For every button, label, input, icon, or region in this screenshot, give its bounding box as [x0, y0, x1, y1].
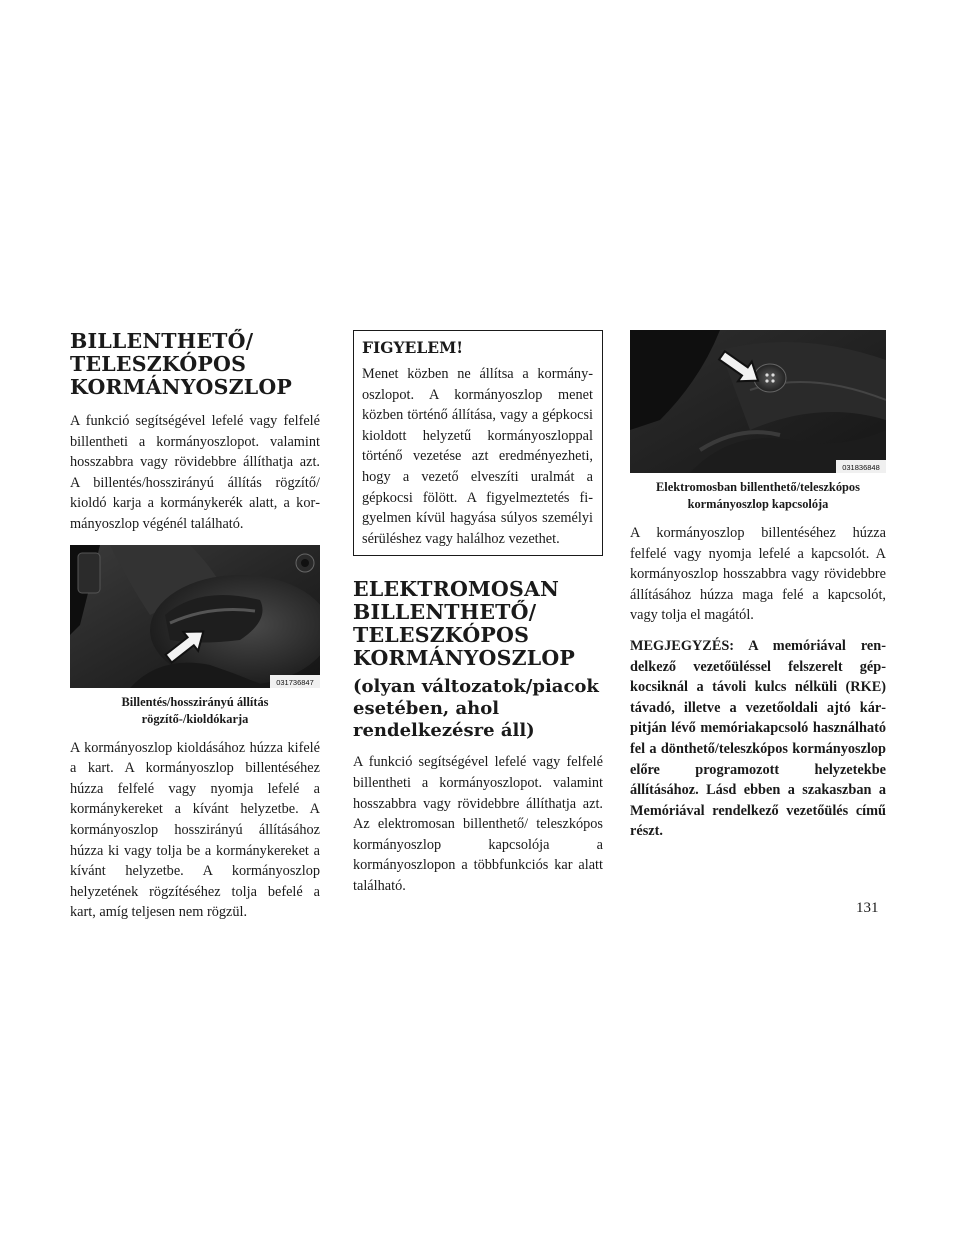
heading-line: KORMÁNYOSZLOP [70, 375, 293, 399]
section-subheading: (olyan változatok/piacok esetében, ahol rendelkezésre áll) [353, 676, 599, 742]
figure-tilt-lever [70, 545, 320, 728]
warning-box [353, 330, 603, 556]
switch-paragraph: A kormányoszlop billentéséhez húzza felfelé vagy nyomja lefelé a kapcsolót. A kormányoszlop hosszabbra vagy rövidebbre állításához húzza maga felé a kapcsolót, vagy tolja el magától. [630, 525, 886, 624]
power-paragraph: A funkció segítségével lefelé vagy felfelé billentheti a kormányoszlopot. valamint hosszabbra vagy rövidebbre állíthatja azt. Az elektromosan billenthető/ teleszkópos kormányoszlop kapcsolója a kormányoszlopon a többfunkciós kar alatt található. [353, 754, 603, 894]
caption-line: Elektromosban billenthető/teleszkópos [656, 480, 860, 494]
intro-paragraph: A funkció segítségével lefelé vagy felfelé billentheti a kormányoszlopot. valamint hosszabbra vagy rövidebbre állíthatja azt. A billentés/hosszirányú állítás rögzítő/ kioldó karja a kormánykerék alatt, a kormányoszlop végénél található. [70, 413, 320, 532]
heading-line: BILLENTHETŐ/ [353, 600, 537, 625]
caption-line: kormányoszlop kapcsolója [687, 497, 829, 511]
figure-caption [70, 694, 320, 728]
heading-line: BILLENTHETŐ/ [70, 329, 254, 353]
tilt-lever-photo [70, 545, 320, 688]
heading-line: ELEKTROMOSAN [353, 577, 560, 602]
left-column [70, 330, 320, 933]
caption-line: rögzítő-/kioldókarja [141, 711, 249, 726]
caption-line: Billentés/hosszirányú állítás [121, 694, 269, 709]
figure-code: 031836848 [842, 463, 880, 472]
section-heading-power-tilt [353, 578, 603, 670]
right-column [630, 330, 886, 852]
warning-text: Menet közben ne állítsa a kormányoszlopot. A kormányoszlop menet közben történő állítása, vagy a gépkocsi kioldott helyzetű kormányoszloppal történő vezetése azt eredményezheti, hogy a vezető elveszíti uralmát a gépkocsi fölött. A figyelmeztetés figyelmen kívül hagyása súlyos személyi sérüléshez vagy halálhoz vezethet. [362, 366, 593, 547]
power-switch-photo [630, 330, 886, 473]
figure-code: 031736847 [276, 677, 314, 687]
figure-power-switch [630, 330, 886, 513]
note-paragraph: MEGJEGYZÉS: A memóriával rendelkező vezetőüléssel felszerelt gépkocsiknál a távoli kulcs nélküli (RKE) távadó, illetve a vezetőoldali ajtó kárpitján lévő memóriakapcsoló használható fel a dönthető/teleszkópos kormányoszlop előre programozott helyzetekbe állításához. Lásd ebben a szakaszban a Memóriával rendelkező vezetőülés című részt. [630, 637, 886, 840]
page-number: 131 [856, 900, 879, 916]
section-heading-tilt-telescoping [70, 330, 320, 399]
adjust-paragraph: A kormányoszlop kioldásához húzza kifelé a kart. A kormányoszlop billentéséhez húzza felfelé vagy nyomja lefelé a kormánykereket a kívánt helyzetbe. A kormányoszlop hosszirányú állításához húzza ki vagy tolja be a kormánykereket a kívánt helyzetbe. A kormányoszlop helyzetének rögzítéséhez tolja befelé a kart, amíg teljesen nem rögzül. [70, 739, 320, 921]
heading-line: TELESZKÓPOS [70, 352, 247, 376]
heading-line: TELESZKÓPOS [353, 623, 530, 648]
warning-title: FIGYELEM! [362, 338, 464, 357]
figure-caption [630, 479, 886, 513]
heading-line: KORMÁNYOSZLOP [353, 646, 576, 671]
middle-column [353, 330, 603, 907]
